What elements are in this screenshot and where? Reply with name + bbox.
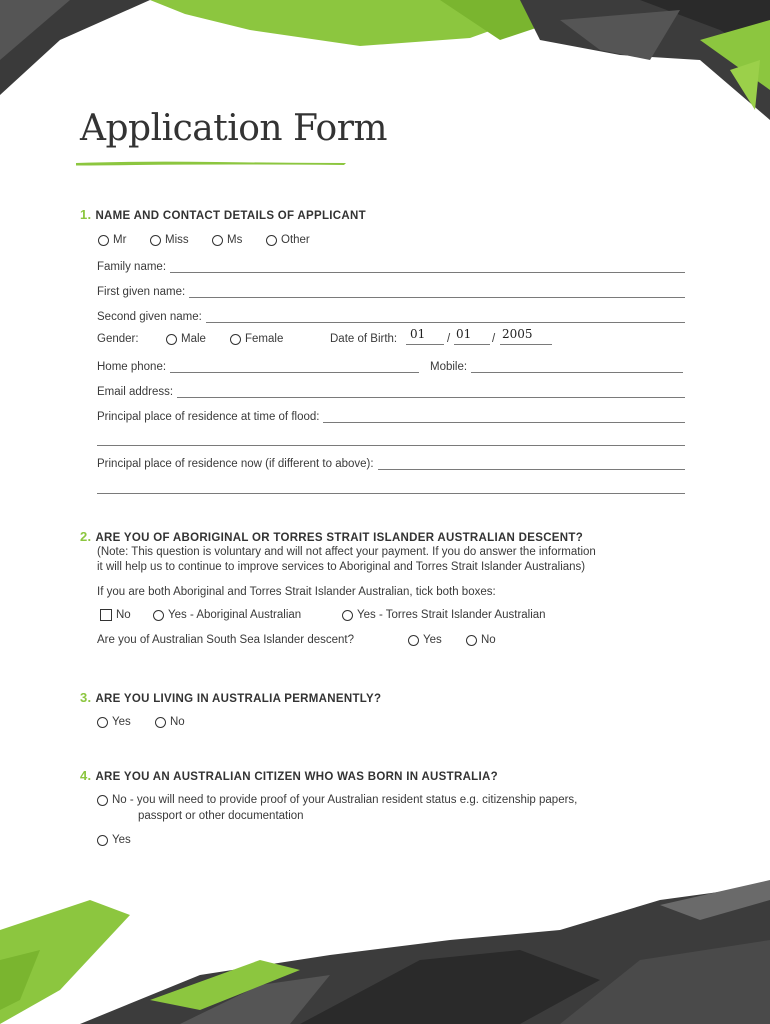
- residence-flood-label: Principal place of residence at time of flood:: [97, 411, 320, 423]
- radio-icon[interactable]: [97, 835, 108, 846]
- permanent-no-option[interactable]: [155, 716, 185, 728]
- residence-now-field[interactable]: [378, 457, 685, 470]
- descent-no-option[interactable]: [100, 609, 131, 621]
- page-title: Application Form: [80, 108, 388, 149]
- radio-icon[interactable]: [230, 334, 241, 345]
- title-miss-option[interactable]: [150, 234, 189, 246]
- mobile-row: [430, 357, 683, 373]
- radio-icon[interactable]: [166, 334, 177, 345]
- citizen-no-label-line-2: passport or other documentation: [138, 810, 304, 822]
- radio-icon[interactable]: [153, 610, 164, 621]
- mobile-field[interactable]: [471, 360, 683, 373]
- title-ms-label: Ms: [227, 234, 243, 246]
- title-ms-option[interactable]: [212, 234, 242, 246]
- title-miss-label: Miss: [165, 234, 189, 246]
- residence-flood-field[interactable]: [323, 410, 685, 423]
- south-sea-yes-label: Yes: [423, 634, 442, 646]
- permanent-yes-option[interactable]: [97, 716, 131, 728]
- section-4-number: 4.: [80, 768, 92, 783]
- family-name-field[interactable]: [170, 260, 685, 273]
- section-2-number: 2.: [80, 529, 92, 544]
- citizen-no-option[interactable]: [97, 794, 577, 806]
- radio-icon[interactable]: [155, 717, 166, 728]
- section-2-heading: [80, 529, 583, 544]
- permanent-yes-label: Yes: [112, 716, 131, 728]
- first-name-row: [97, 282, 685, 298]
- mobile-label: Mobile:: [430, 361, 468, 373]
- dob-slash-2: /: [492, 333, 496, 345]
- descent-no-label: No: [116, 609, 131, 621]
- section-2-note-line-2: it will help us to continue to improve services to Aboriginal and Torres Strait Islander Australians): [97, 561, 586, 573]
- family-name-row: [97, 257, 685, 273]
- radio-icon[interactable]: [466, 635, 477, 646]
- radio-icon[interactable]: [342, 610, 353, 621]
- dob-slash-1: /: [447, 333, 451, 345]
- south-sea-yes-option[interactable]: [408, 634, 442, 646]
- email-row: [97, 382, 685, 398]
- residence-flood-row: [97, 407, 685, 423]
- residence-flood-row-2: [97, 430, 685, 446]
- radio-icon[interactable]: [150, 235, 161, 246]
- residence-now-row-2: [97, 478, 685, 494]
- section-3-number: 3.: [80, 690, 92, 705]
- section-2-note-line-1: (Note: This question is voluntary and will not affect your payment. If you do answer the information: [97, 546, 596, 558]
- citizen-yes-label: Yes: [112, 834, 131, 846]
- email-label: Email address:: [97, 386, 174, 398]
- title-mr-option[interactable]: [98, 234, 126, 246]
- residence-flood-field-2[interactable]: [97, 433, 685, 446]
- second-name-label: Second given name:: [97, 311, 202, 323]
- section-4-heading: [80, 768, 498, 783]
- south-sea-no-option[interactable]: [466, 634, 496, 646]
- citizen-yes-option[interactable]: [97, 834, 131, 846]
- dob-year-value: 2005: [502, 327, 533, 341]
- home-phone-label: Home phone:: [97, 361, 167, 373]
- radio-icon[interactable]: [97, 795, 108, 806]
- section-1-heading: [80, 207, 366, 222]
- radio-icon[interactable]: [98, 235, 109, 246]
- first-name-label: First given name:: [97, 286, 186, 298]
- home-phone-row: [97, 357, 419, 373]
- section-1-number: 1.: [80, 207, 92, 222]
- second-name-field[interactable]: [206, 310, 685, 323]
- radio-icon[interactable]: [266, 235, 277, 246]
- residence-now-row: [97, 454, 685, 470]
- dob-month-value: 01: [456, 327, 472, 341]
- south-sea-no-label: No: [481, 634, 496, 646]
- citizen-no-label: No - you will need to provide proof of your Australian resident status e.g. citizenship papers,: [112, 794, 578, 806]
- section-3-title: ARE YOU LIVING IN AUSTRALIA PERMANENTLY?: [95, 693, 382, 705]
- gender-label: Gender:: [97, 333, 139, 345]
- title-mr-label: Mr: [113, 234, 127, 246]
- home-phone-field[interactable]: [170, 360, 419, 373]
- gender-female-option[interactable]: [230, 333, 283, 345]
- descent-torres-option[interactable]: [342, 609, 546, 621]
- title-other-label: Other: [281, 234, 310, 246]
- descent-aboriginal-label: Yes - Aboriginal Australian: [168, 609, 302, 621]
- gender-male-label: Male: [181, 333, 206, 345]
- title-underline: [76, 160, 346, 166]
- title-other-option[interactable]: [266, 234, 310, 246]
- first-name-field[interactable]: [189, 285, 685, 298]
- section-1-title: NAME AND CONTACT DETAILS OF APPLICANT: [95, 210, 366, 222]
- tick-both-instruction: If you are both Aboriginal and Torres Strait Islander Australian, tick both boxes:: [97, 586, 496, 598]
- dob-day-value: 01: [410, 327, 426, 341]
- email-field[interactable]: [177, 385, 685, 398]
- permanent-no-label: No: [170, 716, 185, 728]
- radio-icon[interactable]: [408, 635, 419, 646]
- section-4-title: ARE YOU AN AUSTRALIAN CITIZEN WHO WAS BORN IN AUSTRALIA?: [95, 771, 498, 783]
- section-2-title: ARE YOU OF ABORIGINAL OR TORRES STRAIT ISLANDER AUSTRALIAN DESCENT?: [95, 532, 584, 544]
- residence-now-label: Principal place of residence now (if different to above):: [97, 458, 374, 470]
- residence-now-field-2[interactable]: [97, 481, 685, 494]
- family-name-label: Family name:: [97, 261, 167, 273]
- section-3-heading: [80, 690, 381, 705]
- radio-icon[interactable]: [212, 235, 223, 246]
- gender-female-label: Female: [245, 333, 284, 345]
- checkbox-icon[interactable]: [100, 609, 112, 621]
- second-name-row: [97, 307, 685, 323]
- descent-aboriginal-option[interactable]: [153, 609, 301, 621]
- radio-icon[interactable]: [97, 717, 108, 728]
- south-sea-question: Are you of Australian South Sea Islander descent?: [97, 634, 354, 646]
- descent-torres-label: Yes - Torres Strait Islander Australian: [357, 609, 546, 621]
- dob-label: Date of Birth:: [330, 333, 398, 345]
- gender-male-option[interactable]: [166, 333, 206, 345]
